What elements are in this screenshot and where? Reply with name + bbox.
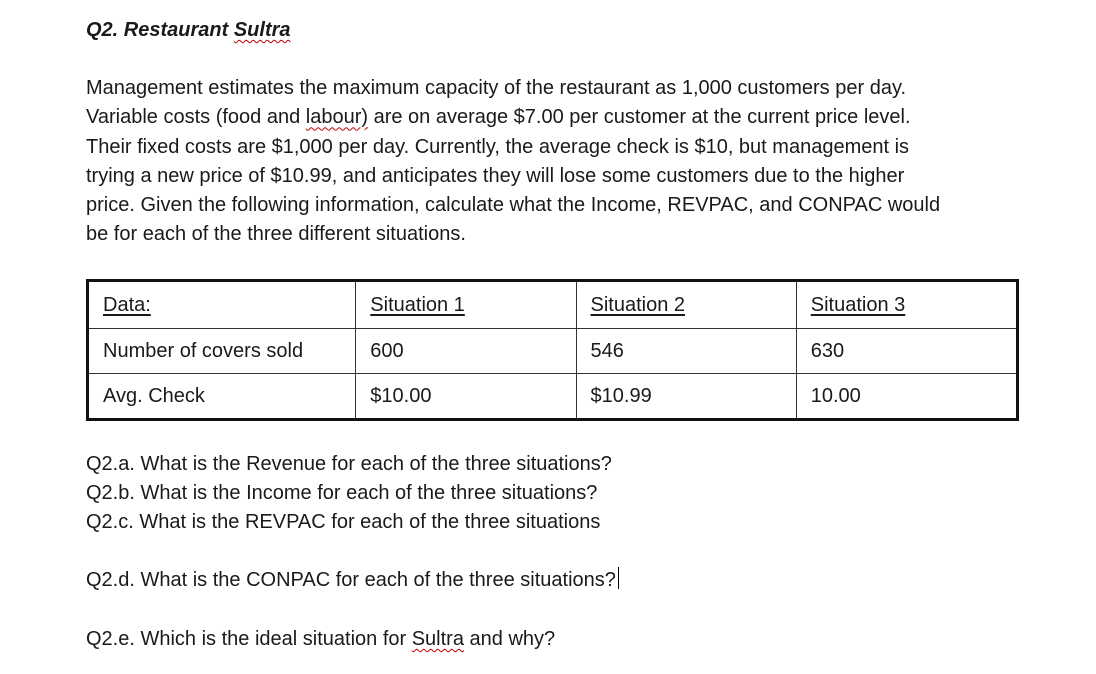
table-header-cell (88, 281, 356, 329)
table-cell: $10.00 (356, 374, 576, 420)
question-e (86, 625, 555, 654)
table-row (88, 329, 1018, 374)
question-e-start: Q2.e. Which is the ideal situation for (86, 628, 412, 650)
table-cell: 630 (796, 329, 1017, 374)
table-header-cell (576, 281, 796, 329)
table-cell: 600 (356, 329, 576, 374)
spellcheck-word-labour: labour) (305, 106, 369, 129)
question-b: Q2.b. What is the Income for each of the three situations? (86, 482, 598, 504)
header-situation-3: Situation 3 (810, 293, 906, 316)
text-cursor (618, 567, 619, 589)
table-cell: 546 (576, 329, 796, 374)
title-prefix: Q2. Restaurant (86, 19, 234, 41)
paragraph-line-2-start: Variable costs (food and (86, 106, 306, 129)
document-title (86, 16, 291, 44)
question-a: Q2.a. What is the Revenue for each of the three situations? (86, 453, 612, 475)
paragraph-line-2-end: are on average $7.00 per customer at the current price level. (368, 106, 911, 129)
question-c: Q2.c. What is the REVPAC for each of the three situations (86, 511, 601, 533)
table-cell: Number of covers sold (88, 329, 356, 374)
paragraph-line-2 (86, 103, 1036, 132)
table-cell: 10.00 (796, 374, 1017, 420)
table-cell: Avg. Check (88, 374, 356, 420)
table-cell: $10.99 (576, 374, 796, 420)
header-situation-1: Situation 1 (370, 293, 465, 316)
paragraph-line-1: Management estimates the maximum capacity of the restaurant as 1,000 customers per day. (86, 77, 907, 99)
table-row (88, 374, 1018, 420)
header-situation-2: Situation 2 (590, 293, 686, 316)
paragraph-line-6: be for each of the three different situations. (86, 223, 466, 246)
spellcheck-word-sultra: Sultra (411, 628, 464, 650)
question-e-end: and why? (463, 628, 556, 650)
question-d-text: Q2.d. What is the CONPAC for each of the three situations? (86, 569, 616, 591)
paragraph-line-3: Their fixed costs are $1,000 per day. Currently, the average check is $10, but management is (86, 135, 910, 158)
situations-table (86, 279, 1019, 421)
table-header-cell (356, 281, 576, 329)
header-data: Data: (103, 293, 151, 316)
table-header-cell (796, 281, 1017, 329)
paragraph-line-5: price. Given the following information, calculate what the Income, REVPAC, and CONPAC would (86, 194, 941, 217)
table-header-row (88, 281, 1018, 329)
question-d[interactable] (86, 566, 619, 595)
paragraph-line-4: trying a new price of $10.99, and anticipates they will lose some customers due to the higher (86, 164, 905, 187)
problem-paragraph (86, 74, 1036, 250)
title-restaurant-name: Sultra (233, 19, 291, 41)
